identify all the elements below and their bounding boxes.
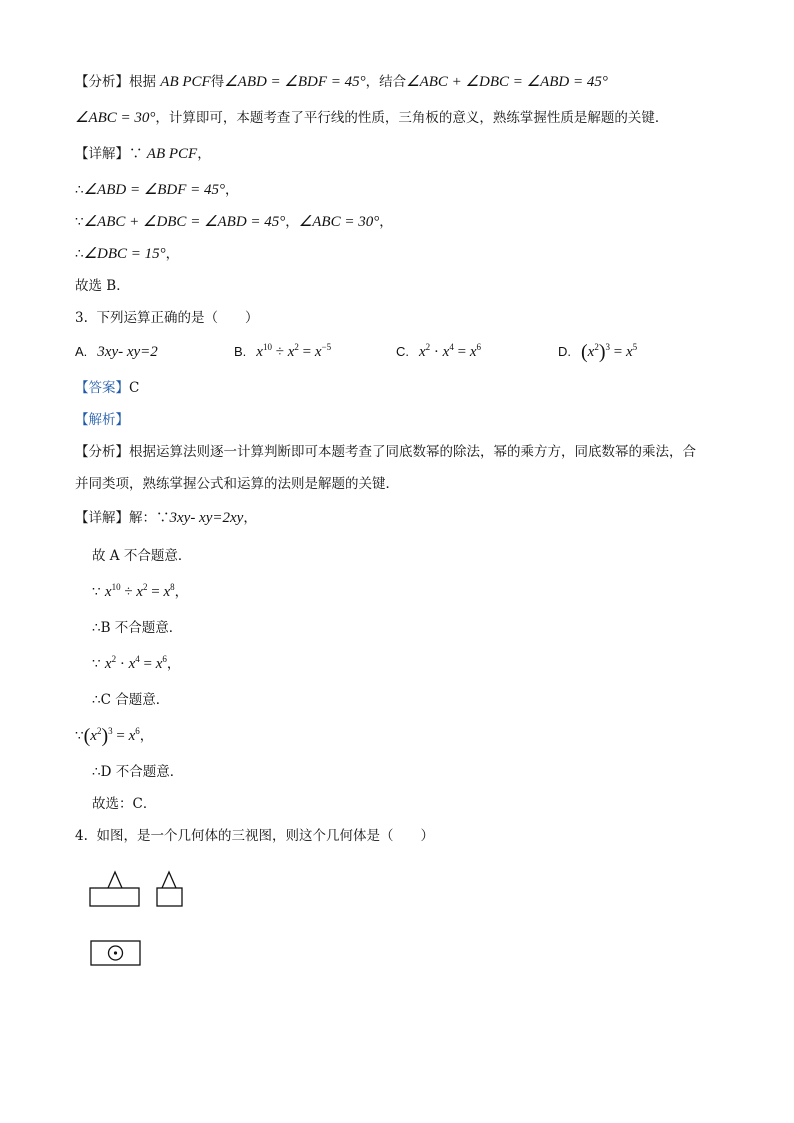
question-number: 3. [75, 310, 88, 326]
side-view [157, 872, 182, 906]
q3-analysis-line2: 并同类项，熟练掌握公式和运算的法则是解题的关键． [75, 476, 399, 492]
q4-stem: 4. 如图，是一个几何体的三视图，则这个几何体是（ ） [75, 828, 434, 844]
q3-solution-tag: 【解析】 [75, 412, 129, 428]
detail-tag: 【详解】 [75, 146, 129, 162]
prev-detail-line1: 【详解】∵ AB PCF， [75, 146, 211, 162]
q3-stem: 3. 下列运算正确的是（ ） [75, 310, 259, 326]
q3-option-d: D. $(x^2)^3 = x^5$ [558, 341, 638, 363]
q3-analysis-line1: 【分析】根据运算法则逐一计算判断即可本题考查了同底数幂的除法，幂的乘方方，同底数幂的乘法，合 [75, 444, 696, 460]
q3-step-d-formula: $\because(x^2)^3 = x^6$， [75, 725, 154, 747]
option-b-formula: $x^{10} \div x^2 = x^{-5}$ [256, 342, 332, 360]
front-view [90, 872, 139, 906]
q3-answer: 【答案】C [75, 380, 140, 396]
prev-detail-line2: ∴∠ABD = ∠BDF = 45°， [75, 182, 239, 198]
q3-step-c-formula: ∵ $x^2 \cdot x^4 = x^6$， [92, 654, 181, 672]
option-d-formula: $(x^2)^3 = x^5$ [581, 341, 638, 363]
prev-analysis-line1: 【分析】根据 AB PCF得∠ABD = ∠BDF = 45°，结合∠ABC + ∠DBC = ∠ABD = 45° [75, 74, 608, 90]
q3-step-3: ∴C 合题意． [92, 692, 170, 708]
prev-detail-line3: ∵∠ABC + ∠DBC = ∠ABD = 45°，∠ABC = 30°， [75, 214, 393, 230]
q3-step-2: ∴B 不合题意． [92, 620, 183, 636]
three-view-svg [88, 868, 198, 970]
q3-option-a: A. 3xy- xy=2 [75, 344, 158, 360]
analysis-tag: 【分析】 [75, 74, 129, 90]
prev-conclusion: 故选 B． [75, 278, 130, 294]
option-c-formula: $x^2 \cdot x^4 = x^6$ [419, 342, 481, 360]
prev-detail-line4: ∴∠DBC = 15°， [75, 246, 180, 262]
q3-option-b: B. $x^{10} \div x^2 = x^{-5}$ [234, 342, 332, 360]
q3-step-5: 故选：C． [92, 796, 157, 812]
prev-analysis-line2: ∠ABC = 30°，计算即可，本题考查了平行线的性质，三角板的意义，熟练掌握性质是解题的关键． [75, 110, 669, 126]
question-number: 4. [75, 828, 88, 844]
q3-step-b-formula: ∵ $x^{10} \div x^2 = x^8$， [92, 582, 189, 600]
top-view [91, 941, 140, 965]
answer-tag: 【答案】 [75, 380, 129, 396]
q3-step-1: 故 A 不合题意． [92, 548, 192, 564]
q3-option-c: C. $x^2 \cdot x^4 = x^6$ [396, 342, 481, 360]
q3-detail-line: 【详解】解：∵3xy- xy=2xy， [75, 510, 257, 526]
three-view-figure [88, 868, 198, 974]
q3-step-4: ∴D 不合题意． [92, 764, 184, 780]
